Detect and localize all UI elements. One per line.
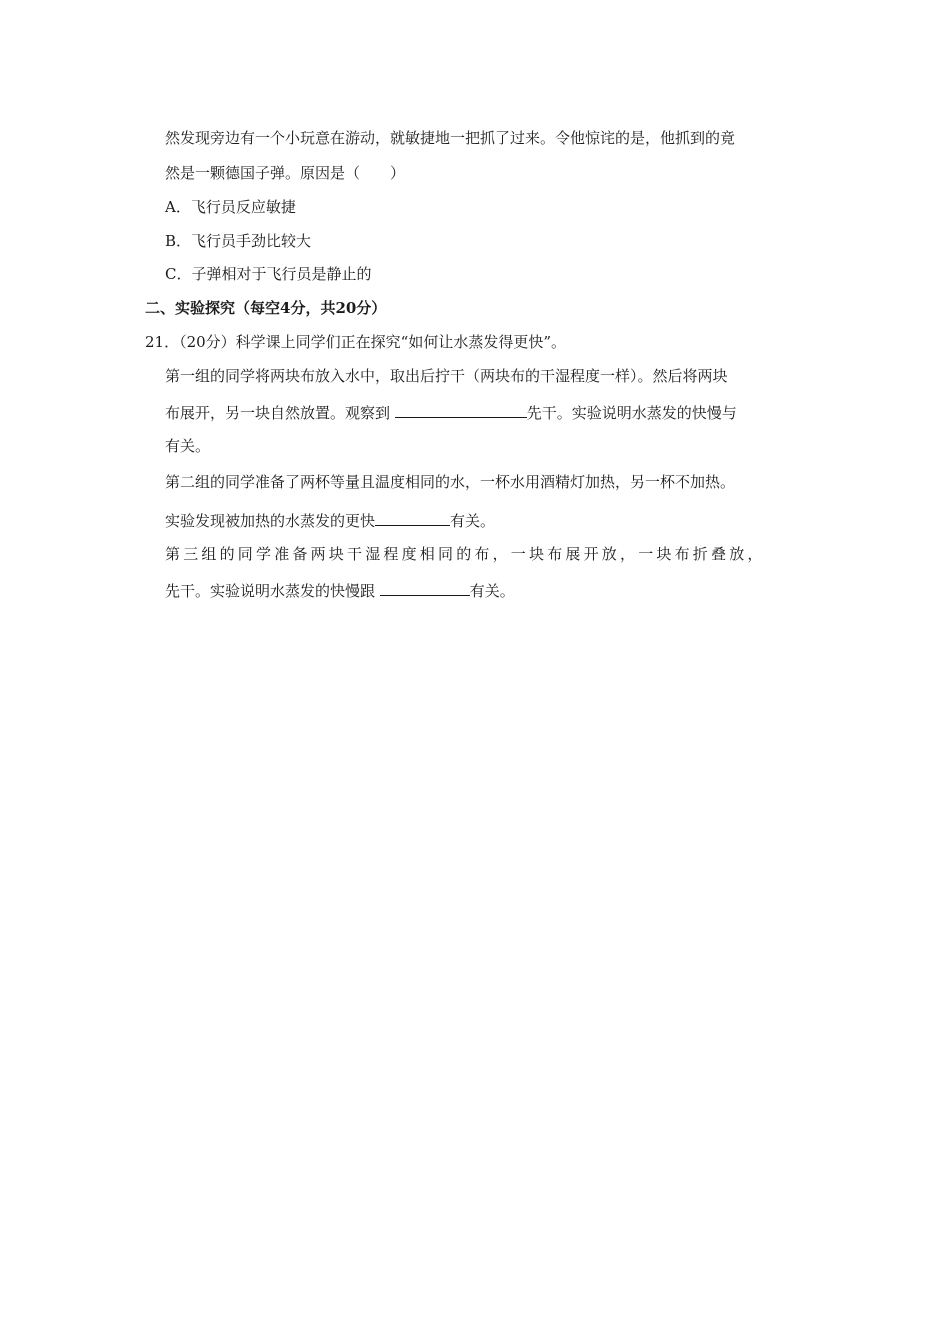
q21-stem: 21．（20分）科学课上同学们正在探究“如何让水蒸发得更快”。 — [145, 333, 567, 351]
q21-group1-text-after: 先干。实验说明水蒸发的快慢与 — [526, 404, 737, 422]
q21-group1-line-3: 有关。 — [165, 437, 211, 455]
answer-blank-1[interactable] — [395, 401, 527, 418]
q21-group3-line-2 — [165, 579, 515, 601]
q21-group3-line-1: 第三组的同学准备两块干湿程度相同的布，一块布展开放，一块布折叠放， — [165, 545, 766, 563]
q21-group1-line-1: 第一组的同学将两块布放入水中，取出后拧干（两块布的干湿程度一样）。然后将两块 — [165, 367, 728, 385]
q20-text-line-1: 然发现旁边有一个小玩意在游动，就敏捷地一把抓了过来。令他惊诧的是，他抓到的竟 — [165, 129, 736, 147]
answer-blank-2[interactable] — [375, 509, 450, 526]
q21-group3-text-after: 有关。 — [469, 582, 515, 600]
q20-option-b: B．飞行员手劲比较大 — [165, 232, 312, 250]
q21-group1-text-before: 布展开，另一块自然放置。观察到 — [165, 404, 395, 422]
section-heading: 二、实验探究（每空4分，共20分） — [145, 299, 387, 317]
q21-group3-text-before: 先干。实验说明水蒸发的快慢跟 — [165, 582, 380, 600]
q20-text-line-2: 然是一颗德国子弹。原因是（ ） — [165, 164, 406, 182]
answer-blank-3[interactable] — [380, 579, 470, 596]
q21-group2-text-before: 实验发现被加热的水蒸发的更快 — [165, 512, 376, 530]
q21-group2-line-1: 第二组的同学准备了两杯等量且温度相同的水，一杯水用酒精灯加热，另一杯不加热。 — [165, 473, 736, 491]
q20-option-c: C．子弹相对于飞行员是静止的 — [165, 265, 372, 283]
q21-group1-line-2 — [165, 401, 737, 423]
q21-group2-line-2 — [165, 509, 495, 531]
q20-option-a: A．飞行员反应敏捷 — [165, 198, 296, 216]
q21-group2-text-after: 有关。 — [450, 512, 496, 530]
